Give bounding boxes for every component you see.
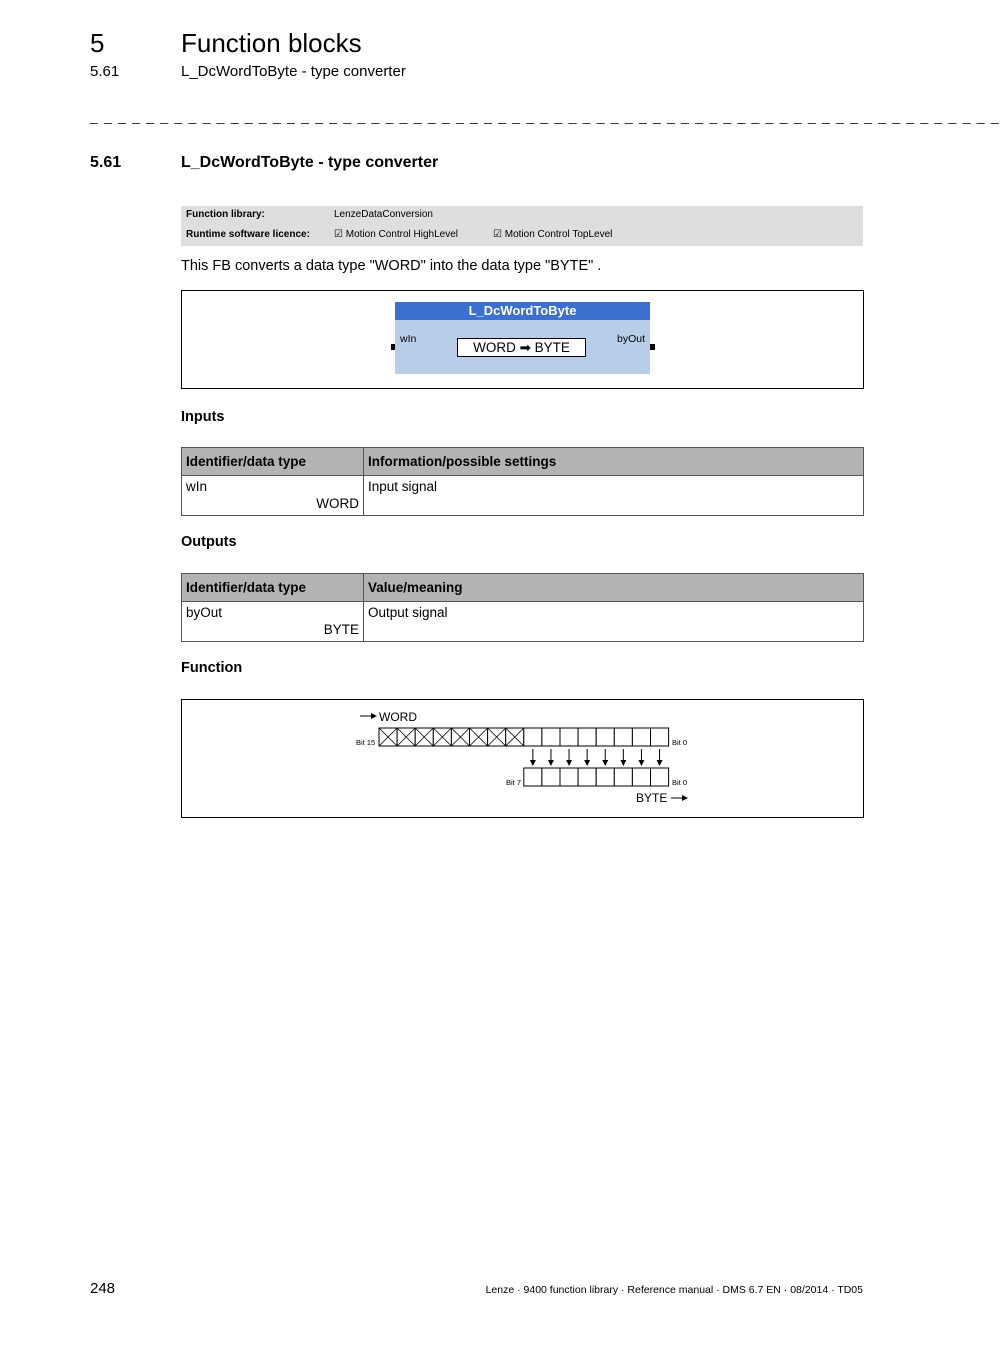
identifier-cell — [182, 476, 364, 516]
table-row — [182, 476, 864, 516]
page-number: 248 — [90, 1280, 116, 1297]
byte-bit-cell — [524, 768, 542, 786]
identifier-name: byOut — [186, 605, 223, 620]
header-separator: _ _ _ _ _ _ _ _ _ _ _ _ _ _ _ _ _ _ _ _ _ _ _ _ _ _ _ _ _ _ _ _ _ _ _ _ _ _ _ _ _ _ _ _ _ _ _ _ _ _ _ _ _ _ _ _ _ _ _ _ _ _ _ _ _ — [90, 108, 1000, 124]
function-block — [395, 302, 650, 374]
word-bit-cell — [651, 728, 669, 746]
byte-lsb-label: Bit 0 — [672, 778, 688, 787]
identifier-type: WORD — [316, 496, 359, 511]
byte-label: BYTE — [636, 791, 668, 805]
word-msb-label: Bit 15 — [356, 738, 376, 747]
outputs-col-value: Value/meaning — [364, 574, 864, 602]
word-bit-cell — [632, 728, 650, 746]
inputs-heading: Inputs — [181, 409, 225, 425]
function-block-output-label: byOut — [616, 333, 645, 345]
table-header-row — [182, 448, 864, 476]
byte-bit-cell — [560, 768, 578, 786]
word-lsb-label: Bit 0 — [672, 738, 688, 747]
byte-bit-cell — [542, 768, 560, 786]
table-row — [182, 602, 864, 642]
byte-bit-cell — [632, 768, 650, 786]
chapter-number: 5 — [90, 28, 105, 58]
word-bit-cell — [614, 728, 632, 746]
licence-label: Runtime software licence: — [186, 229, 310, 240]
function-heading: Function — [181, 660, 243, 676]
identifier-cell — [182, 602, 364, 642]
identifier-type: BYTE — [323, 622, 359, 637]
function-block-input-label: wIn — [400, 333, 417, 345]
word-bit-cell — [596, 728, 614, 746]
inputs-col-info: Information/possible settings — [364, 448, 864, 476]
conversion-box: WORD ➡ BYTE — [457, 338, 586, 357]
info-cell: Input signal — [364, 476, 864, 516]
word-bit-cell — [560, 728, 578, 746]
header-section-title: L_DcWordToByte - type converter — [181, 63, 406, 80]
section-title: L_DcWordToByte - type converter — [181, 154, 439, 171]
bit-mapping-arrows — [533, 749, 660, 765]
identifier-name: wIn — [186, 479, 208, 494]
value-cell: Output signal — [364, 602, 864, 642]
byte-bit-cell — [596, 768, 614, 786]
inputs-table — [181, 447, 864, 516]
outputs-heading: Outputs — [181, 534, 237, 550]
function-diagram — [181, 699, 864, 818]
word-bit-cells — [379, 728, 669, 746]
function-block-diagram — [181, 290, 864, 389]
section-number: 5.61 — [90, 154, 122, 171]
byte-bit-cell — [614, 768, 632, 786]
word-label: WORD — [379, 710, 417, 724]
function-library-label: Function library: — [186, 209, 265, 220]
header-section-number: 5.61 — [90, 63, 120, 80]
word-bit-cell — [578, 728, 596, 746]
library-info-box — [181, 206, 863, 246]
bit-mapping-diagram — [182, 700, 863, 817]
word-bit-cell — [542, 728, 560, 746]
outputs-table — [181, 573, 864, 642]
function-library-value: LenzeDataConversion — [334, 209, 433, 220]
word-bit-cell — [524, 728, 542, 746]
intro-text: This FB converts a data type "WORD" into the data type "BYTE" . — [181, 258, 602, 274]
table-header-row — [182, 574, 864, 602]
byte-bit-cells — [524, 768, 669, 786]
inputs-col-identifier: Identifier/data type — [182, 448, 364, 476]
byte-bit-cell — [578, 768, 596, 786]
licence-option-toplevel: ☑ Motion Control TopLevel — [493, 229, 613, 240]
byte-bit-cell — [651, 768, 669, 786]
function-block-title: L_DcWordToByte — [395, 302, 650, 320]
outputs-col-identifier: Identifier/data type — [182, 574, 364, 602]
byte-msb-label: Bit 7 — [506, 778, 522, 787]
chapter-title: Function blocks — [181, 28, 362, 58]
licence-option-highlevel: ☑ Motion Control HighLevel — [334, 229, 459, 240]
footer-text: Lenze · 9400 function library · Reference manual · DMS 6.7 EN · 08/2014 · TD05 — [485, 1284, 863, 1296]
